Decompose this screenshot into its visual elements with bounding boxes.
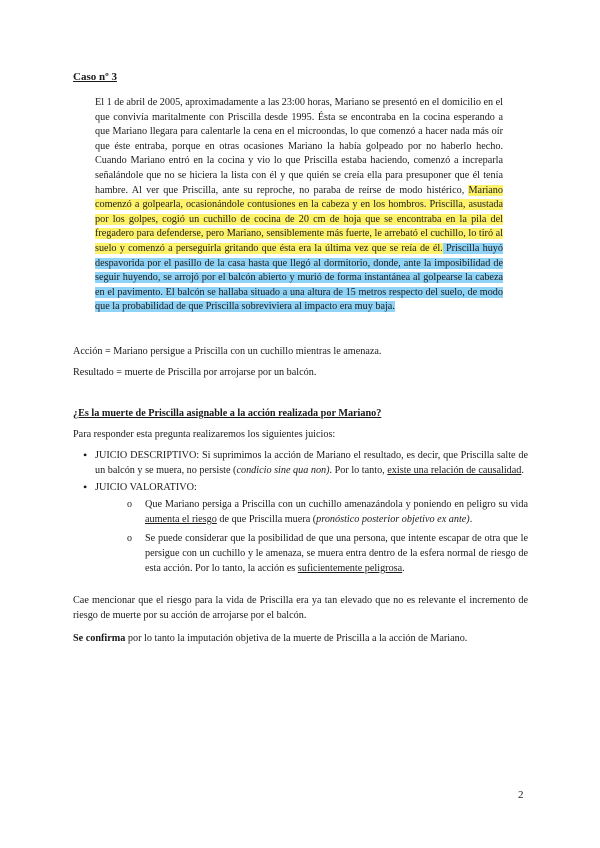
valorativo-subitem-2 <box>95 531 528 576</box>
resultado-line: Resultado = muerte de Priscilla por arrojarse por un balcón. <box>73 367 317 378</box>
descriptivo-period: . <box>521 465 524 476</box>
descriptivo-conclusion: existe una relación de causalidad <box>387 465 522 476</box>
valorativo-subitem-1 <box>95 497 528 527</box>
descriptivo-text-2: . Por lo tanto, <box>329 465 388 476</box>
cae-paragraph: Cae mencionar que el riesgo para la vida de Priscilla era ya tan elevado que no es relevante el incremento de riesgo de muerte por su acción de arrojarse por el balcón. <box>73 595 528 621</box>
valorativo-sublist <box>95 497 528 576</box>
case-heading: Caso nº 3 <box>73 71 117 83</box>
descriptivo-text: JUICIO DESCRIPTIVO: Si suprimimos la acción de Mariano el resultado, es decir, que Priscilla salte de un balcón y se muera, no persiste ( <box>95 450 528 476</box>
juicio-valorativo-item <box>73 480 528 576</box>
valorativo-label: JUICIO VALORATIVO: <box>95 482 197 493</box>
judgements-list <box>73 448 528 580</box>
valorativo-s1-text: Que Mariano persiga a Priscilla con un cuchillo amenazándola y poniendo en peligro su vida <box>145 499 528 510</box>
valorativo-s1-italic: pronóstico posterior objetivo ex ante) <box>316 514 470 525</box>
case-narrative <box>95 96 503 315</box>
question-heading: ¿Es la muerte de Priscilla asignable a la acción realizada por Mariano? <box>73 408 382 419</box>
descriptivo-latin-term: condicio sine qua non) <box>236 465 330 476</box>
page-number: 2 <box>518 789 524 801</box>
valorativo-s1-underline: aumenta el riesgo <box>145 514 217 525</box>
juicio-descriptivo-item <box>73 448 528 478</box>
valorativo-s2-text: Se puede considerar que la posibilidad de que una persona, que intente escapar de otra que le persigue con un cuchillo y le amenaza, se muera entra dentro de la esfera normal de riesgo de esta acción. Por lo tanto, la acción es <box>145 533 528 574</box>
valorativo-s1-period: . <box>469 514 473 525</box>
valorativo-s1-text-2: de que Priscilla muera ( <box>216 514 317 525</box>
case-text-blue-highlight: Priscilla huyó despavorida por el pasillo de la casa hasta que llegó al dormitorio, donde, ante la imposibilidad de seguir huyendo, se arrojó por el balcón abierto y murió de forma instantánea al golpearse la cabeza en el pavimento. El balcón se hallaba situado a una altura de 15 metros respecto del suelo, de modo que la probabilidad de que Priscilla sobreviviera al impacto era muy baja. <box>95 242 503 313</box>
valorativo-s2-period: . <box>402 563 405 574</box>
accion-line: Acción = Mariano persigue a Priscilla con un cuchillo mientras le amenaza. <box>73 346 382 357</box>
case-text-yellow-highlight: Mariano comenzó a golpearla, ocasionándole contusiones en la cabeza y en los hombros. Priscilla, asustada por los golpes, cogió un cuchillo de cocina de 20 cm de hoja que se encontraba en la pila del fregadero para defenderse, pero Mariano, sensiblemente más fuerte, le arrebató el cuchillo, lo tiró al suelo y comenzó a perseguirla gritando que ésta era la última vez que se reía de él. <box>95 184 503 254</box>
confirma-paragraph <box>73 632 528 646</box>
confirma-rest: por lo tanto la imputación objetiva de la muerte de Priscilla a la acción de Mariano. <box>125 633 468 644</box>
valorativo-s2-underline: suficientemente peligrosa <box>297 563 403 574</box>
case-text-plain: El 1 de abril de 2005, aproximadamente a las 23:00 horas, Mariano se presentó en el domicilio en el que convivía maritalmente con Priscilla desde 1995. Ésta se encontraba en la cocina esperando a que Mariano llegara para calentarle la cena en el microondas, lo que comenzó a hacer nada más oír que éste entraba, porque en otras ocasiones Mariano la había golpeado por no haberlo hecho. Cuando Mariano entró en la cocina y vio lo que Priscilla estaba haciendo, comenzó a increparla señalándole que no se hiciera la lista con él y que quién se creía ella para presuponer que él tenía hambre. Al ver que Priscilla, ante su reproche, no paraba de reírse de modo histérico, <box>95 97 503 196</box>
confirma-bold: Se confirma <box>73 633 126 644</box>
intro-line: Para responder esta pregunta realizaremos los siguientes juicios: <box>73 429 336 440</box>
